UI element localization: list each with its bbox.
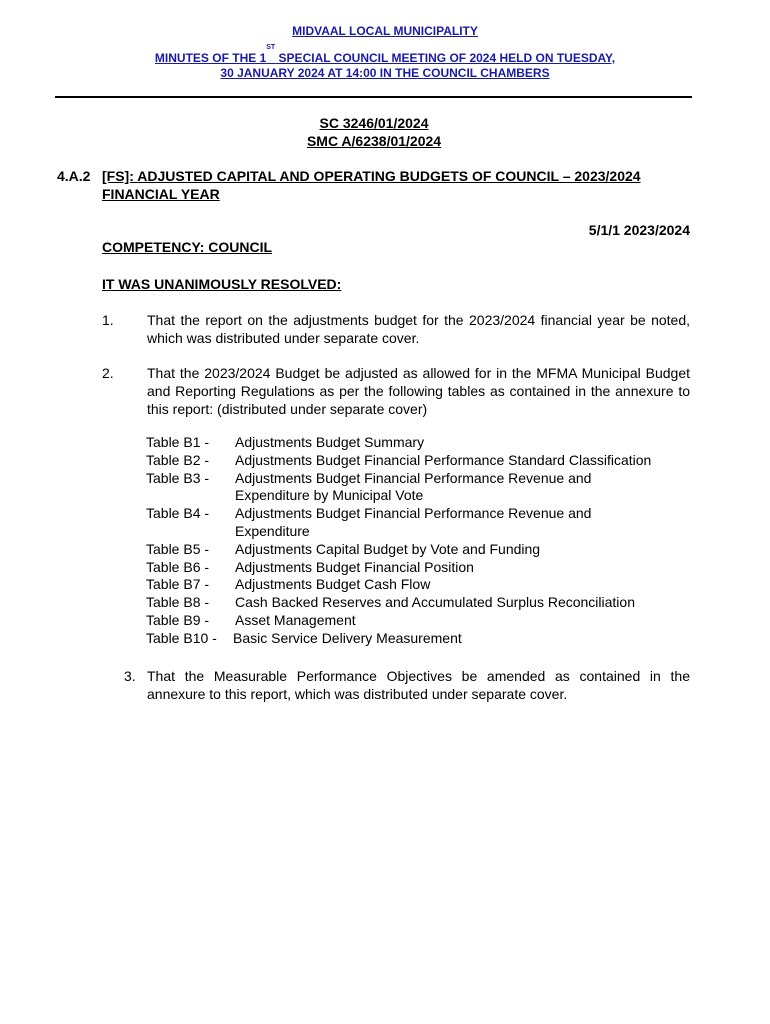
resolution-3-text: That the Measurable Performance Objectives be amended as contained in the annexure to this report, which was distributed under separate cover. (147, 668, 690, 702)
table-desc: Adjustments Budget Financial Performance Standard Classification (235, 451, 652, 468)
item-title-line2: FINANCIAL YEAR (102, 186, 220, 202)
table-desc: Adjustments Budget Financial Performance Revenue and Expenditure (235, 505, 592, 539)
minutes-title-line1 (0, 44, 770, 65)
table-row (146, 541, 706, 559)
table-label: Table B8 - (146, 594, 210, 611)
resolution-2-number: 2. (102, 365, 114, 381)
table-row (146, 630, 706, 648)
table-label: Table B2 - (146, 451, 210, 468)
minutes-title-post: SPECIAL COUNCIL MEETING OF 2024 HELD ON TUESDAY, (275, 51, 616, 65)
competency-label: COMPETENCY: COUNCIL (102, 239, 273, 255)
municipality-heading: MIDVAAL LOCAL MUNICIPALITY (292, 24, 478, 38)
table-label: Table B1 - (146, 434, 210, 450)
header-divider (55, 96, 692, 98)
file-reference: 5/1/1 2023/2024 (588, 222, 690, 238)
item-title-line1: [FS]: ADJUSTED CAPITAL AND OPERATING BUDGETS OF COUNCIL – 2023/2024 (102, 168, 641, 184)
table-label: Table B6 - (146, 558, 210, 575)
table-label: Table B7 - (146, 576, 210, 593)
table-desc: Adjustments Budget Financial Performance Revenue and Expenditure by Municipal Vote (235, 469, 592, 504)
table-desc: Basic Service Delivery Measurement (233, 629, 462, 646)
table-label: Table B4 - (146, 505, 210, 522)
table-row (146, 434, 706, 452)
minutes-title-line2: 30 JANUARY 2024 AT 14:00 IN THE COUNCIL CHAMBERS (220, 66, 550, 80)
table-desc: Adjustments Budget Financial Position (235, 558, 474, 575)
minutes-title-sup: ST (266, 44, 276, 51)
budget-tables-list (146, 434, 706, 648)
minutes-title-pre: MINUTES OF THE 1 (154, 51, 267, 65)
table-label: Table B3 - (146, 469, 210, 486)
table-row (146, 594, 706, 612)
resolution-1-text: That the report on the adjustments budget for the 2023/2024 financial year be noted, which was distributed under separate cover. (147, 312, 690, 346)
sc-reference: SC 3246/01/2024 (319, 115, 429, 131)
table-desc: Adjustments Budget Summary (235, 434, 425, 450)
table-row (146, 470, 706, 506)
resolution-3-number: 3. (124, 668, 136, 684)
table-row (146, 452, 706, 470)
table-desc: Asset Management (235, 611, 356, 628)
table-row (146, 612, 706, 630)
smc-reference: SMC A/6238/01/2024 (306, 133, 442, 149)
table-label: Table B9 - (146, 611, 210, 628)
resolved-heading: IT WAS UNANIMOUSLY RESOLVED: (102, 276, 342, 292)
table-desc: Adjustments Capital Budget by Vote and Funding (235, 540, 541, 557)
resolution-1-number: 1. (102, 312, 114, 328)
table-label: Table B5 - (146, 540, 210, 557)
table-label: Table B10 - (146, 629, 217, 646)
table-row (146, 559, 706, 577)
item-number: 4.A.2 (57, 168, 91, 184)
table-desc: Cash Backed Reserves and Accumulated Surplus Reconciliation (235, 594, 635, 611)
table-row (146, 576, 706, 594)
resolution-2-text: That the 2023/2024 Budget be adjusted as allowed for in the MFMA Municipal Budget and Reporting Regulations as per the following tables as contained in the annexure to this report: (distributed under separate cover) (147, 365, 690, 417)
table-row (146, 505, 706, 541)
table-desc: Adjustments Budget Cash Flow (235, 576, 431, 593)
